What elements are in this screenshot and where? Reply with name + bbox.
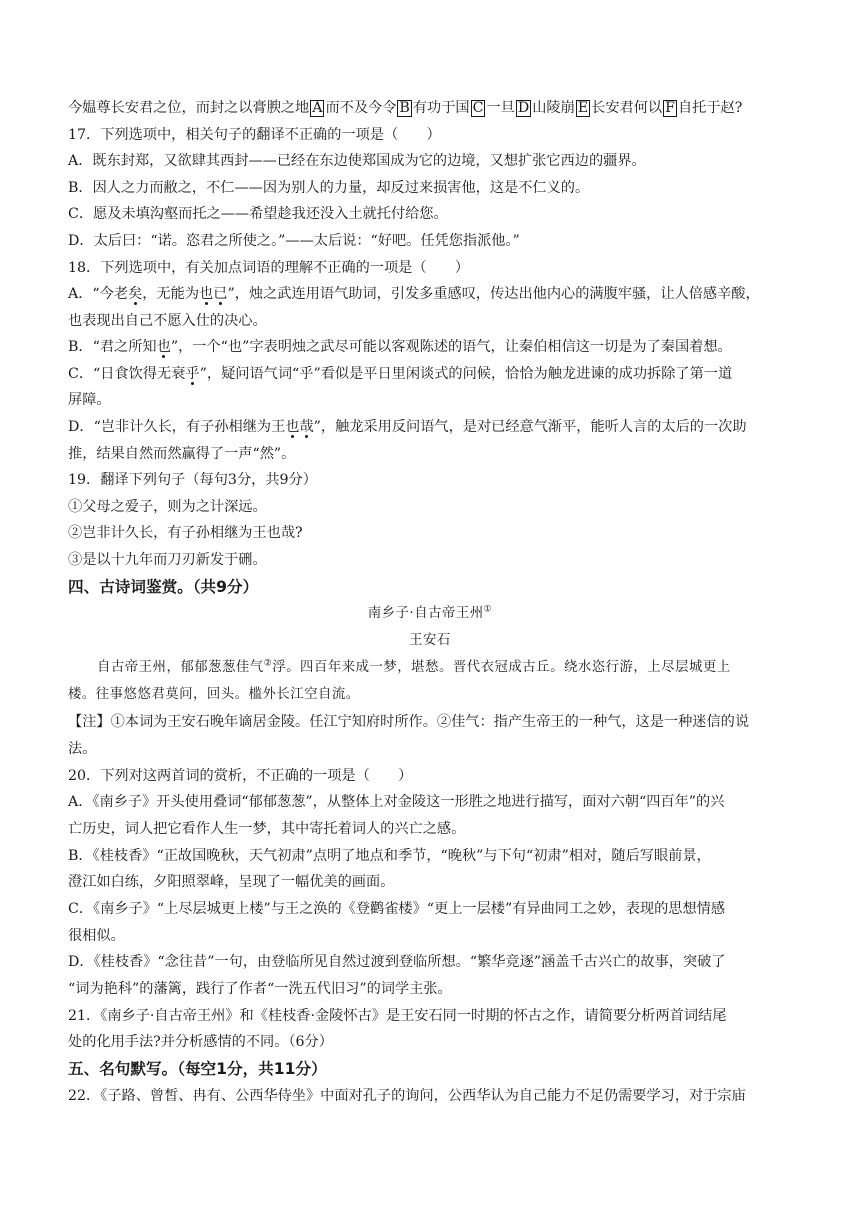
q20-option-b-continued: 澄江如白练，夕阳照翠峰，呈现了一幅优美的画面。 xyxy=(68,874,395,890)
dotted-word: 乎 xyxy=(185,366,200,382)
break-box: B xyxy=(399,100,410,116)
break-box: E xyxy=(577,100,589,116)
option-text: ”，烛之武连用语气助词，引发多重感叹，传达出他内心的满腹牢骚，让人倍感辛酸， xyxy=(227,286,760,302)
option-text: A．“今老 xyxy=(68,286,129,302)
q18-option-d xyxy=(68,417,747,437)
option-text: B．“君之所知 xyxy=(68,339,157,355)
poem-note-continued: 法。 xyxy=(68,741,97,757)
segment-text: 今媪尊长安君之位，而封之以膏腴之地 xyxy=(68,100,310,116)
q19-sentence-1: ①父母之爱子，则为之计深远。 xyxy=(68,499,267,515)
q20-option-c-continued: 很相似。 xyxy=(68,928,125,944)
q17-option-a: A．既东封郑，又欲肆其西封——已经在东边使郑国成为它的边境，又想扩张它西边的疆界。 xyxy=(68,153,646,169)
break-box: A xyxy=(312,100,323,116)
footnote-marker: ② xyxy=(263,658,273,669)
question-22: 22．《子路、曾皙、冉有、公西华侍坐》中面对孔子的询问，公西华认为自己能力不足仍需要学习，对于宗庙 xyxy=(68,1088,746,1104)
segment-text: 山陵崩 xyxy=(532,100,575,116)
poem-note: 【注】①本词为王安石晚年谪居金陵。任江宁知府时所作。②佳气：指产生帝王的一种气，这是一种迷信的说 xyxy=(68,714,750,730)
q20-option-a: A．《南乡子》开头使用叠词“郁郁葱葱”，从整体上对金陵这一形胜之地进行描写，面对六朝“四百年”的兴 xyxy=(68,794,725,810)
poem-title xyxy=(0,604,860,624)
segment-text: 有功于国 xyxy=(412,100,470,116)
poem-author: 王安石 xyxy=(409,633,451,648)
option-text: ，无能为 xyxy=(142,286,200,302)
segment-text: 自托于赵? xyxy=(677,100,743,116)
dotted-word: 矣 xyxy=(128,286,143,302)
segment-text: 长安君何以 xyxy=(591,100,663,116)
question-17-stem: 17．下列选项中，相关句子的翻译不正确的一项是（ ） xyxy=(68,127,441,143)
q18-option-c xyxy=(68,364,732,384)
option-text: ”，触龙采用反问语气，是对已经意气渐平，能听人言的太后的一次助 xyxy=(313,419,747,435)
q20-option-b: B．《桂枝香》“正故国晚秋，天气初肃”点明了地点和季节，“晚秋”与下句“初肃”相对，随后写眼前景， xyxy=(68,848,711,864)
break-box: F xyxy=(665,100,675,116)
segment-text: 而不及今令 xyxy=(325,100,397,116)
break-box: C xyxy=(472,100,484,116)
segment-text: 一旦 xyxy=(486,100,515,116)
option-text: ”，疑问语气词“乎”看似是平日里闲谈式的问候，恰恰为触龙进谏的成功拆除了第一道 xyxy=(199,366,733,382)
q19-sentence-3: ③是以十九年而刀刃新发于硎。 xyxy=(68,552,267,568)
passage-segmentation-line xyxy=(68,98,742,118)
q17-option-d: D．太后曰：“诺。恣君之所使之。”——太后说：“好吧。任凭您指派他。” xyxy=(68,233,520,249)
question-19-stem: 19．翻译下列句子（每句3分，共9分） xyxy=(68,472,317,488)
poem-text: 浮。四百年来成一梦，堪愁。晋代衣冠成古丘。绕水恣行游，上尽层城更上 xyxy=(272,660,731,675)
q18-option-b xyxy=(68,337,732,357)
option-text: C．“日食饮得无衰 xyxy=(68,366,186,382)
q18-option-a xyxy=(68,284,760,304)
q20-option-d-continued: “词为艳科”的藩篱，践行了作者“一洗五代旧习”的词学主张。 xyxy=(68,981,452,997)
dotted-word: 也 xyxy=(285,419,300,435)
q20-option-c: C．《南乡子》“上尽层城更上楼”与王之涣的《登鹳雀楼》“更上一层楼”有异曲同工之妙，表现的思想情感 xyxy=(68,901,726,917)
poem-line-1 xyxy=(97,658,731,678)
dotted-word: 也 xyxy=(156,339,171,355)
question-21: 21．《南乡子·自古帝王州》和《桂枝香·金陵怀古》是王安石同一时期的怀古之作，请简要分析两首词结尾 xyxy=(68,1008,727,1024)
section-5-heading: 五、名句默写。（每空1分，共11分） xyxy=(68,1060,327,1078)
dotted-word: 哉 xyxy=(299,419,314,435)
question-21-continued: 处的化用手法?并分析感情的不同。（6分） xyxy=(68,1034,333,1050)
q18-option-a-continued: 也表现出自己不愿入仕的决心。 xyxy=(68,313,267,329)
question-18-stem: 18．下列选项中，有关加点词语的理解不正确的一项是（ ） xyxy=(68,260,470,276)
footnote-marker: ① xyxy=(483,604,493,615)
q20-option-a-continued: 亡历史，词人把它看作人生一梦，其中寄托着词人的兴亡之感。 xyxy=(68,821,466,837)
dotted-word: 已 xyxy=(213,286,228,302)
question-20-stem: 20．下列对这两首词的赏析，不正确的一项是（ ） xyxy=(68,768,413,784)
q18-option-c-continued: 屏障。 xyxy=(68,392,111,408)
dotted-word: 也 xyxy=(199,286,214,302)
q20-option-d: D．《桂枝香》“念往昔”一句，由登临所见自然过渡到登临所想。“繁华竞逐”涵盖千古兴亡的故事，突破了 xyxy=(68,954,726,970)
q18-option-d-continued: 推，结果自然而然赢得了一声“然”。 xyxy=(68,446,296,462)
option-text: ”，一个“也”字表明烛之武尽可能以客观陈述的语气，让秦伯相信这一切是为了秦国着想。 xyxy=(170,339,732,355)
q17-option-b: B．因人之力而敝之，不仁——因为别人的力量，却反过来损害他，这是不仁义的。 xyxy=(68,180,590,196)
poem-text: 自古帝王州，郁郁葱葱佳气 xyxy=(97,660,264,675)
break-box: D xyxy=(517,100,530,116)
q17-option-c: C．愿及未填沟壑而托之——希望趁我还没入土就托付给您。 xyxy=(68,206,448,222)
option-text: D．“岂非计久长，有子孙相继为王 xyxy=(68,419,286,435)
q19-sentence-2: ②岂非计久长，有子孙相继为王也哉? xyxy=(68,525,303,541)
poem-line-2: 楼。往事悠悠君莫问，回头。槛外长江空自流。 xyxy=(68,687,360,702)
section-4-heading: 四、古诗词鉴赏。（共9分） xyxy=(68,578,259,596)
poem-title-text: 南乡子·自古帝王州 xyxy=(367,606,484,621)
